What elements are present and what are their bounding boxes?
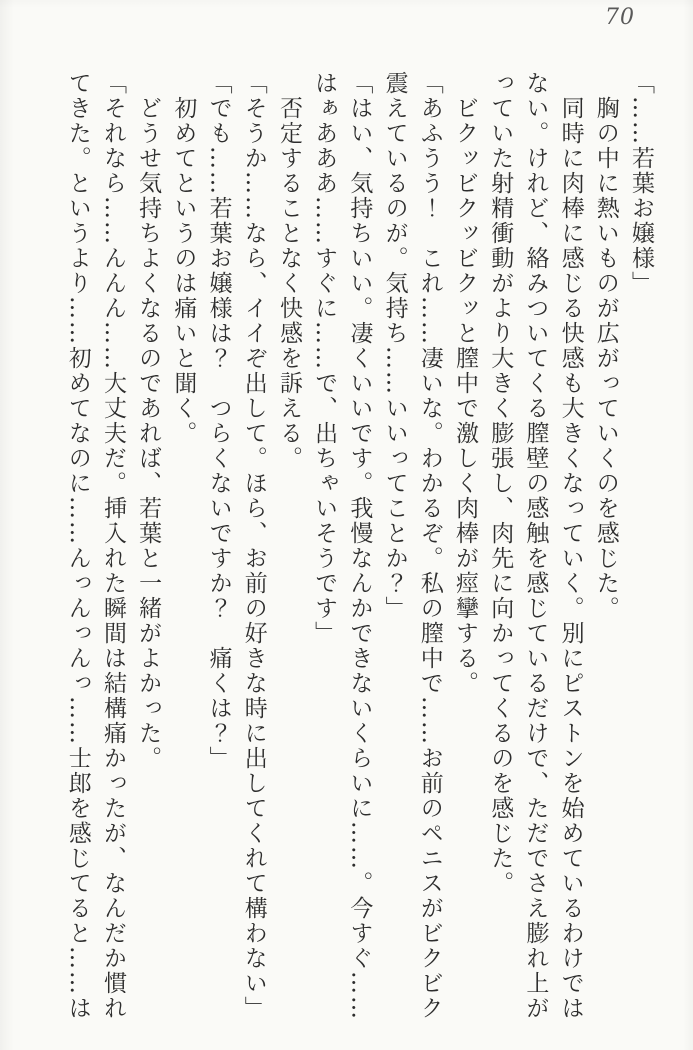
vertical-text-block [60, 71, 658, 1024]
text-line: 「あふうう！ これ……凄いな。わかるぞ。私の膣中で……お前のペニスがビクビク [416, 71, 443, 1021]
text-line: はぁあああ……すぐに……で、出ちゃいそうです」 [311, 71, 338, 646]
text-line: ビクッビクッビクッと膣中で激しく肉棒が痙攣する。 [451, 71, 478, 696]
text-line: 胸の中に熱いものが広がっていくのを感じた。 [592, 71, 619, 621]
text-line: 「でも……若葉お嬢様は？ つらくないですか？ 痛くは？」 [205, 71, 232, 771]
text-line: 「はい、気持ちいい。凄くいいです。我慢なんかできないくらいに……。今すぐ…… [346, 71, 373, 1021]
text-line: 震えているのが。気持ち……いいってことか？」 [381, 71, 408, 621]
text-line: 同時に肉棒に感じる快感も大きくなっていく。別にピストンを始めているわけでは [557, 71, 584, 1021]
text-line: 「……若葉お嬢様」 [628, 71, 654, 296]
text-line: てきた。というより……初めてなのに……んっんっんっ……士郎を感じてると……は [64, 71, 91, 1021]
text-line: 「それなら……んんん……大丈夫だ。挿入れた瞬間は結構痛かったが、なんだか慣れ [99, 71, 126, 1021]
text-line: ない。けれど、絡みついてくる膣壁の感触を感じているだけで、ただでさえ膨れ上が [522, 71, 549, 1021]
text-line: どうせ気持ちよくなるのであれば、若葉と一緒がよかった。 [135, 71, 162, 771]
text-line: っていた射精衝動がより大きく膨張し、肉先に向かってくるのを感じた。 [487, 71, 514, 896]
text-line: 否定することなく快感を訴える。 [275, 71, 302, 471]
page-number: 70 [605, 5, 635, 30]
text-line: 「そうか……なら、イイぞ出して。ほら、お前の好きな時に出してくれて構わない」 [240, 71, 267, 1021]
text-line: 初めてというのは痛いと聞く。 [170, 71, 197, 446]
